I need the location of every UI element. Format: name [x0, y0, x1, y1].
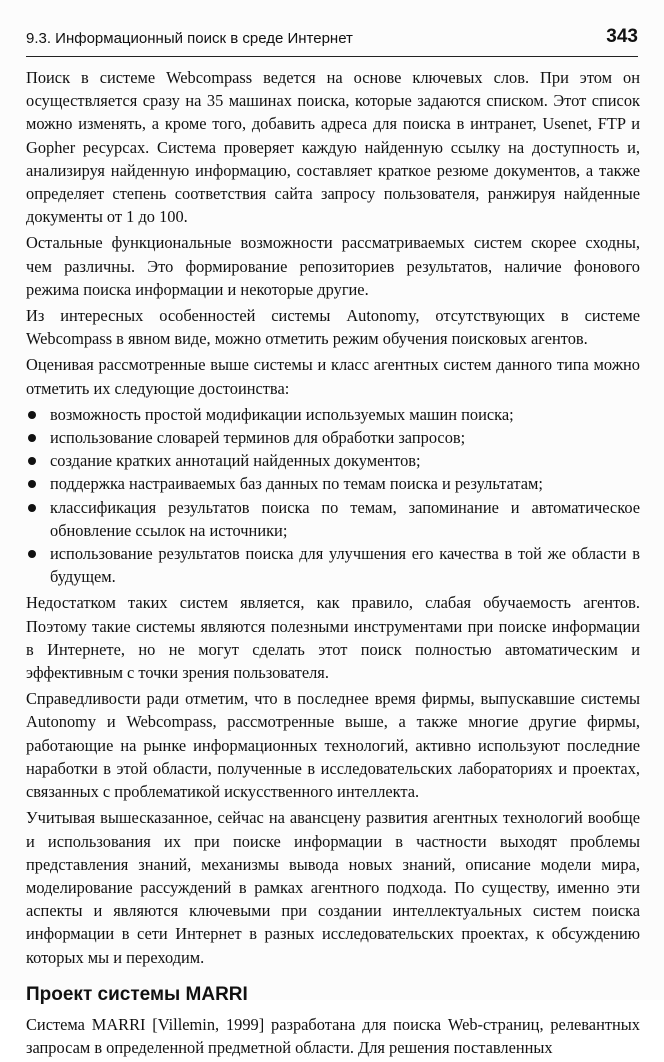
bullet-icon — [28, 550, 36, 558]
paragraph-advantages-intro: Оценивая рассмотренные выше системы и класс агентных систем данного типа можно отметить их следующие достоинства: — [26, 355, 640, 398]
bullet-icon — [28, 504, 36, 512]
paragraph-marri-intro: Система MARRI [Villemin, 1999] разработана для поиска Web-страниц, релевантных запросам в определенной предметной области. Для решения поставленных — [26, 1014, 640, 1057]
page-number: 343 — [606, 26, 638, 47]
list-item — [26, 542, 640, 588]
list-item-text: поддержка настраиваемых баз данных по темам поиска и результатам; — [50, 474, 543, 494]
bullet-icon — [28, 457, 36, 465]
bullet-icon — [28, 434, 36, 442]
section-heading: Проект системы MARRI — [26, 983, 248, 1005]
paragraph-drawbacks: Недостатком таких систем является, как правило, слабая обучаемость агентов. Поэтому такие системы являются полезными инструментами при поиске информации в Интернете, но не могут сделать этот поиск полностью автоматическим и эффективным с точки зрения пользователя. — [26, 593, 640, 683]
list-item — [26, 496, 640, 542]
list-item-text: классификация результатов поиска по темам, запоминание и автоматическое обновление ссылок на источники; — [50, 497, 640, 540]
chapter-section-title: 9.3. Информационный поиск в среде Интернет — [26, 30, 353, 47]
paragraph-other-features: Остальные функциональные возможности рассматриваемых систем скорее сходны, чем различны. Это формирование репозиториев результатов, наличие фонового режима поиска информации и некоторые другие. — [26, 233, 640, 299]
list-item-text: создание кратких аннотаций найденных документов; — [50, 451, 421, 471]
list-item-text: использование словарей терминов для обработки запросов; — [50, 428, 466, 448]
bullet-icon — [28, 411, 36, 419]
bullet-icon — [28, 480, 36, 488]
paragraph-webcompass-search: Поиск в системе Webcompass ведется на основе ключевых слов. При этом он осуществляется сразу на 35 машинах поиска, которые задаются списком. Этот список можно изменять, а кроме того, добавить адреса для поиска в интранет, Usenet, FTP и Gopher ресурсах. Система проверяет каждую найденную ссылку на доступность и, анализируя найденную информацию, составляет краткое резюме документов, а также определяет степень соответствия сайта запросу пользователя, ранжируя найденные документы от 1 до 100. — [26, 68, 640, 227]
list-item-text: возможность простой модификации используемых машин поиска; — [50, 404, 514, 424]
running-header — [26, 28, 638, 57]
list-item-text: использование результатов поиска для улучшения его качества в той же области в будущем. — [50, 544, 640, 587]
list-item — [26, 403, 640, 426]
page-body — [26, 66, 640, 1062]
advantages-list — [26, 403, 640, 589]
list-item — [26, 472, 640, 495]
paragraph-industry-research: Справедливости ради отметим, что в последнее время фирмы, выпускавшие системы Autonomy и Webcompass, рассмотренные выше, а также многие другие фирмы, работающие на рынке информационных технологий, активно используют последние наработки в этой области, полученные в исследовательских лабораториях и проектах, связанных с проблематикой искусственного интеллекта. — [26, 689, 640, 802]
paragraph-autonomy-features: Из интересных особенностей системы Autonomy, отсутствующих в системе Webcompass в явном виде, можно отметить режим обучения поисковых агентов. — [26, 306, 640, 349]
paragraph-knowledge-representation: Учитывая вышесказанное, сейчас на авансцену развития агентных технологий вообще и использования их при поиске информации в частности выходят проблемы представления знаний, механизмы вывода новых знаний, описание модели мира, моделирование рассуждений в рамках агентного подхода. По существу, именно эти аспекты и являются ключевыми при создании интеллектуальных систем поиска информации в сети Интернет в разных исследовательских проектах, к обсуждению которых мы и переходим. — [26, 808, 640, 967]
list-item — [26, 449, 640, 472]
list-item — [26, 426, 640, 449]
